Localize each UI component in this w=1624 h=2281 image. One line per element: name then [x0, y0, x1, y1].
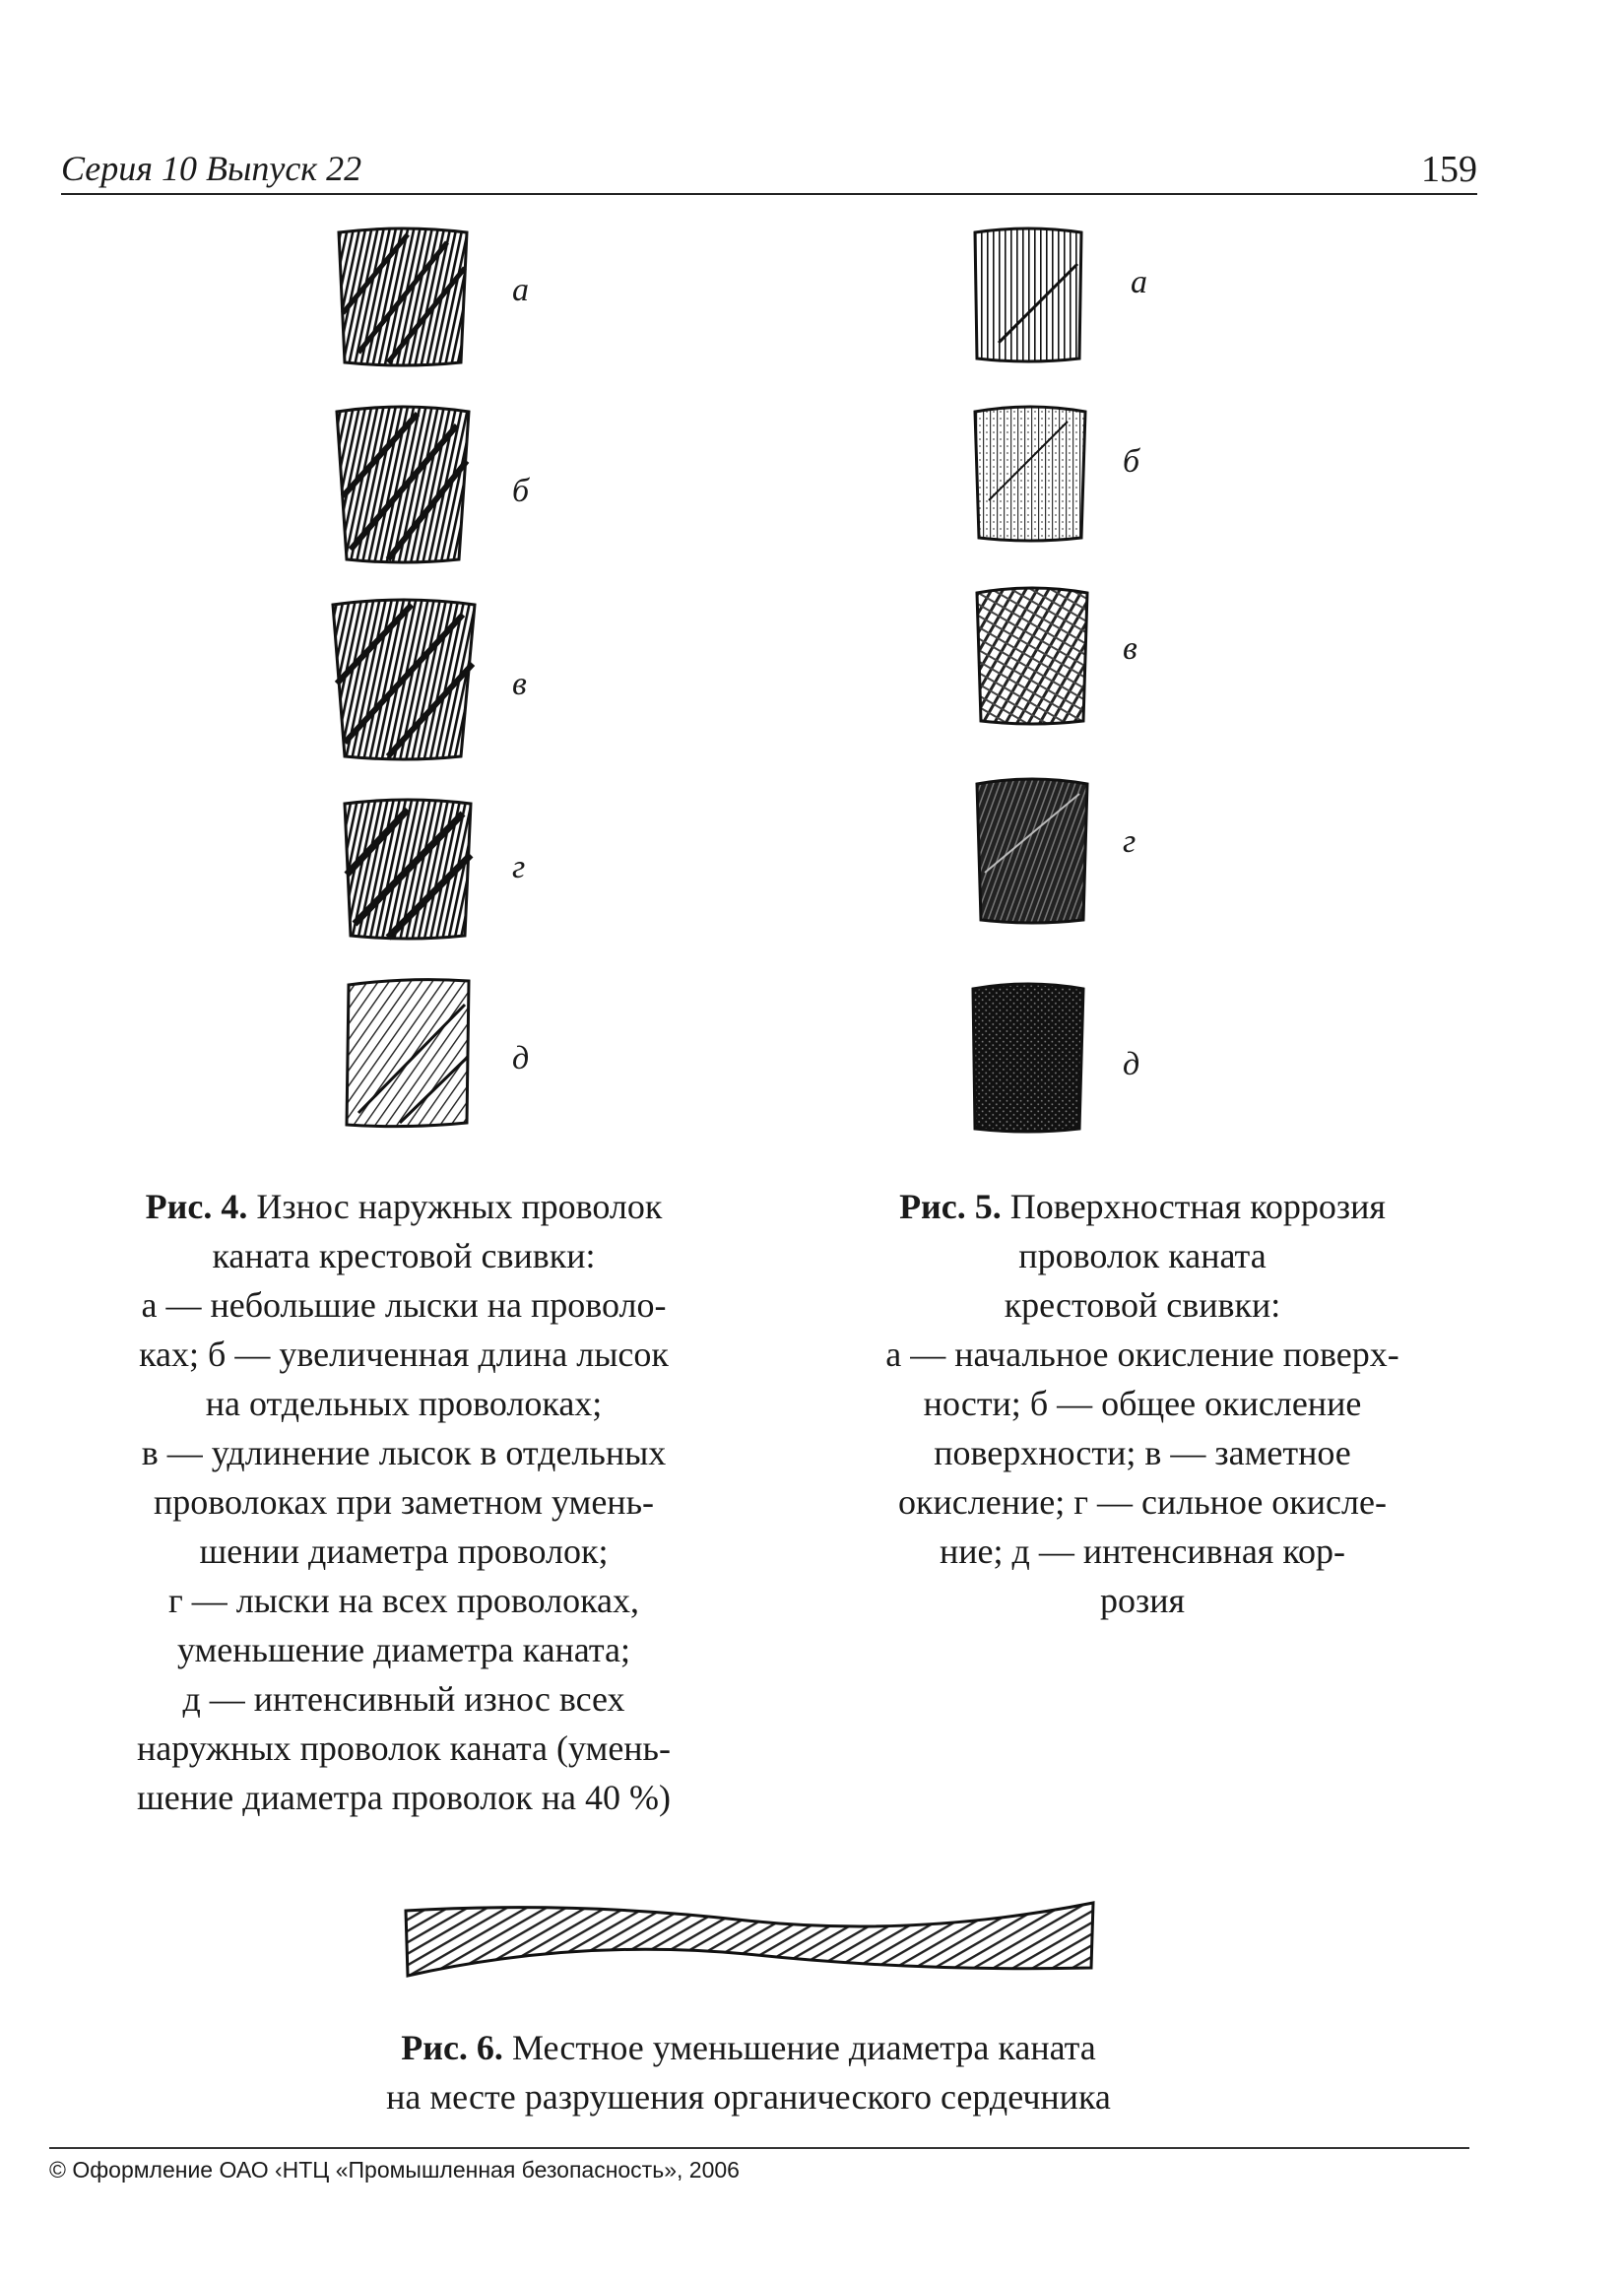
fig5-caption-title: Рис. 5. [899, 1187, 1002, 1226]
fig5-label-a: а [1131, 264, 1147, 300]
fig4-label-b: б [512, 473, 530, 509]
fig5-label-b: б [1123, 443, 1140, 480]
fig6-caption-title: Рис. 6. [401, 2028, 503, 2067]
fig4-sample-d [339, 975, 479, 1131]
fig5-caption-line-3: а — начальное окисление поверх- [885, 1335, 1399, 1374]
fig4-caption-line-5: в — удлинение лысок в отдельных [141, 1433, 667, 1472]
fig4-caption-line-0: Рис. 4. Износ наружных проволок [145, 1187, 663, 1226]
fig4-sample-a [329, 225, 477, 370]
fig5-caption-line-0: Рис. 5. Поверхностная коррозия [899, 1187, 1386, 1226]
fig4-sample-b [329, 402, 477, 567]
fig4-caption-line-3: ках; б — увеличенная длина лысок [139, 1335, 669, 1374]
fig5-sample-a [969, 225, 1087, 366]
fig4-caption-line-11: наружных проволок каната (умень- [137, 1728, 671, 1768]
fig4-caption-line-7: шении диаметра проволок; [199, 1532, 609, 1571]
fig6-caption-line-0: Рис. 6. Местное уменьшение диаметра каната [401, 2028, 1096, 2067]
fig5-caption-line-5: поверхности; в — заметное [934, 1433, 1351, 1472]
fig5-sample-b [969, 402, 1091, 546]
fig5-caption-line-2: крестовой свивки: [1004, 1285, 1281, 1325]
fig5-label-g: г [1123, 823, 1137, 860]
fig5-label-d: д [1123, 1046, 1140, 1082]
page-number: 159 [1421, 149, 1477, 190]
fig5-caption-line-6: окисление; г — сильное окисле- [898, 1482, 1387, 1522]
fig4-caption-line-2: а — небольшие лыски на проволо- [141, 1285, 667, 1325]
fig4-label-v: в [512, 666, 527, 702]
fig4-label-d: д [512, 1040, 530, 1076]
fig5-caption [808, 1182, 1477, 1625]
fig6-rope [402, 1899, 1097, 1980]
fig4-sample-v [325, 595, 483, 764]
series-label: Серия 10 Выпуск 22 [61, 149, 362, 188]
fig5-sample-g [971, 774, 1093, 928]
fig5-caption-line-1: проволок каната [1018, 1236, 1267, 1275]
fig4-caption-line-1: каната крестовой свивки: [212, 1236, 596, 1275]
fig4-label-a: а [512, 272, 529, 308]
fig5-sample-v [971, 583, 1093, 729]
page-header [61, 148, 1477, 195]
fig4-caption-line-9: уменьшение диаметра каната; [176, 1630, 631, 1669]
fig4-caption-title: Рис. 4. [145, 1187, 248, 1226]
fig4-caption [39, 1182, 768, 1822]
fig4-caption-line-12: шение диаметра проволок на 40 %) [137, 1778, 671, 1817]
fig5-caption-line-8: розия [1099, 1581, 1186, 1620]
fig4-caption-line-6: проволоках при заметном умень- [154, 1482, 654, 1522]
fig5-sample-d [965, 979, 1089, 1137]
fig5-caption-line-4: ности; б — общее окисление [923, 1384, 1362, 1423]
fig4-caption-line-8: г — лыски на всех проволоках, [167, 1581, 640, 1620]
fig5-caption-line-7: ние; д — интенсивная кор- [939, 1532, 1346, 1571]
fig4-caption-line-10: д — интенсивный износ всех [182, 1679, 625, 1719]
fig5-label-v: в [1123, 630, 1137, 667]
copyright-footer: © Оформление ОАО ‹НТЦ «Промышленная безопасность», 2006 [49, 2147, 1469, 2183]
fig6-caption-line-1: на месте разрушения органического сердечника [386, 2077, 1111, 2117]
fig6-caption [197, 2023, 1300, 2121]
fig4-label-g: г [512, 849, 526, 885]
fig4-caption-line-4: на отдельных проволоках; [205, 1384, 603, 1423]
fig4-sample-g [339, 796, 477, 944]
